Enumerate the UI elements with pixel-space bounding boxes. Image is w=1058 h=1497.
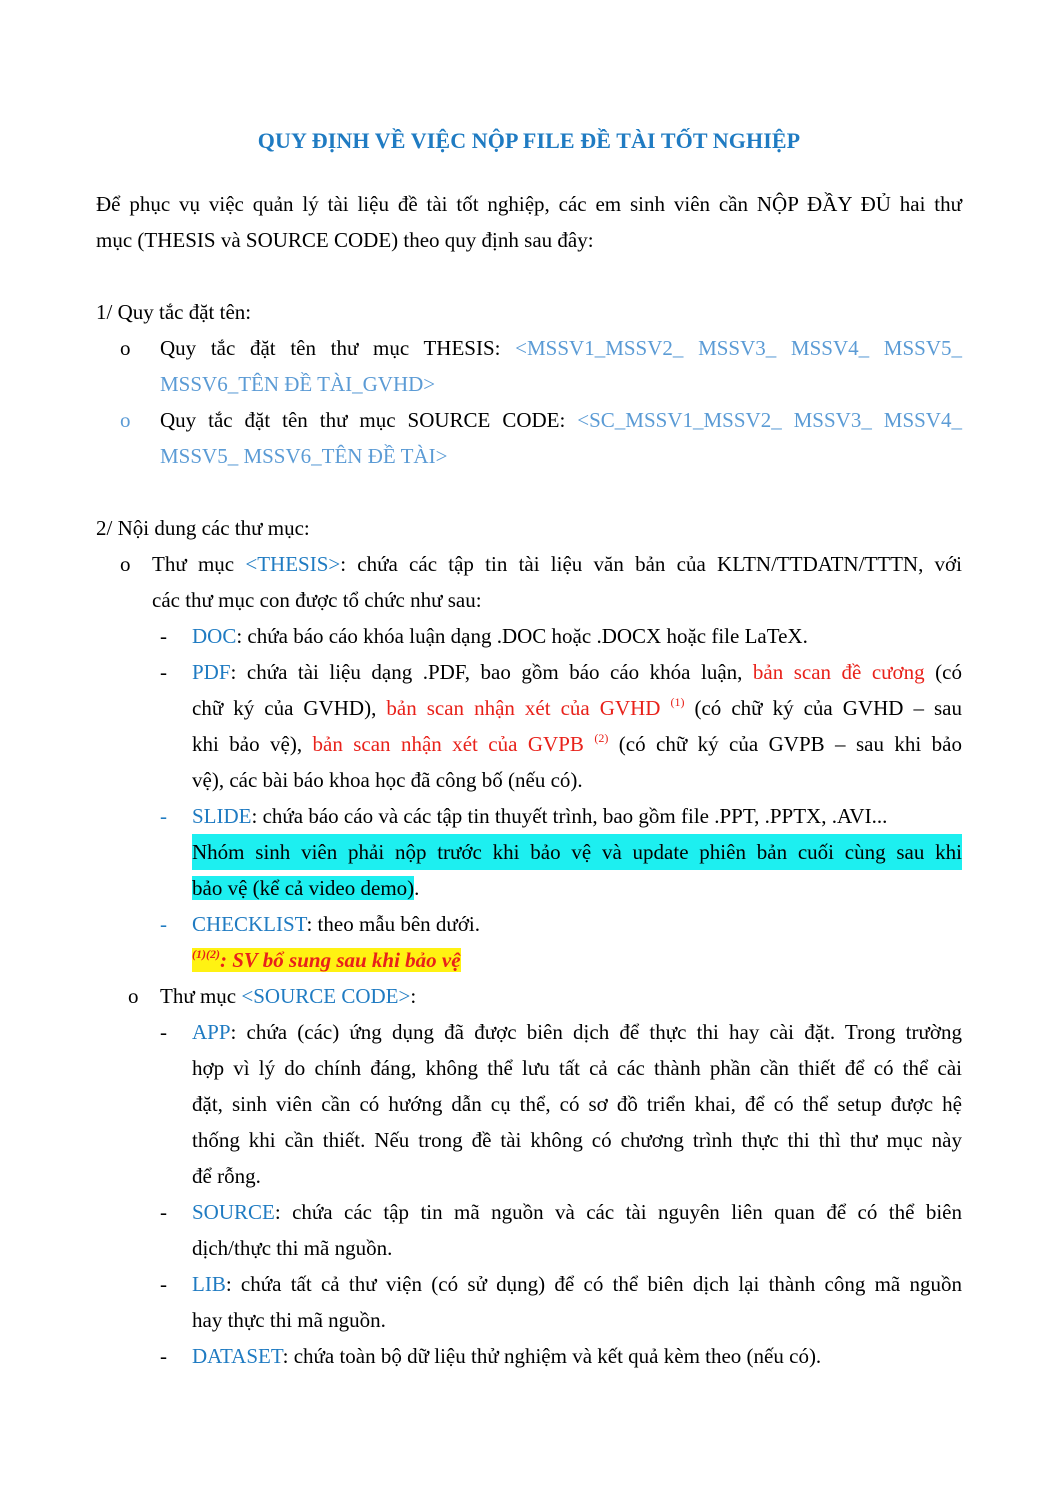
app-folder-name: APP (192, 1020, 231, 1044)
doc-item (192, 618, 808, 654)
dash-bullet-icon: - (160, 660, 167, 684)
thesis-naming-label: Quy tắc đặt tên thư mục THESIS: (160, 336, 516, 360)
dash-bullet-icon: - (160, 804, 167, 828)
bullet-circle-icon: o (120, 552, 131, 576)
intro-line-1: Để phục vụ việc quản lý tài liệu đề tài tốt nghiệp, các em sinh viên cần NỘP ĐẦY ĐỦ hai thư (96, 192, 962, 216)
slide-folder-name: SLIDE (192, 804, 252, 828)
dataset-item (192, 1338, 821, 1374)
pdf-desc-4: (có chữ ký của GVHD – sau (684, 696, 962, 720)
thesis-folder-name: <THESIS> (245, 552, 341, 576)
bullet-circle-icon: o (128, 984, 139, 1008)
pdf-item-line-2 (192, 690, 962, 726)
slide-item-line-1 (192, 798, 887, 834)
lib-folder-name: LIB (192, 1272, 226, 1296)
dash-bullet-icon: - (160, 912, 167, 936)
slide-highlight-note-cont: bảo vệ (kể cả video demo) (192, 876, 415, 900)
pdf-scan-outline: bản scan đề cương (752, 660, 925, 684)
pdf-desc-2: (có (924, 660, 962, 684)
thesis-folder-desc: : chứa các tập tin tài liệu văn bản của KLTN/TTDATN/TTTN, với (340, 552, 963, 576)
lib-item-line-1 (192, 1266, 962, 1302)
footnote-ref-1: (1) (670, 695, 685, 709)
app-item-line-5: để rỗng. (192, 1164, 261, 1188)
thesis-folder-prefix: Thư mục (152, 552, 246, 576)
footnote-highlight (192, 948, 461, 972)
footnote-note (192, 942, 461, 978)
pdf-item-line-3 (192, 726, 962, 762)
pdf-scan-gvhd: bản scan nhận xét của GVHD (386, 696, 671, 720)
footnote-ref-2: (2) (594, 731, 609, 745)
pdf-desc-1: : chứa tài liệu dạng .PDF, bao gồm báo cáo khóa luận, (230, 660, 753, 684)
source-folder-line (160, 978, 416, 1014)
slide-item-line-3 (192, 870, 419, 906)
pdf-item-line-4: vệ), các bài báo khoa học đã công bố (nếu có). (192, 768, 583, 792)
section-2-heading: 2/ Nội dung các thư mục: (96, 516, 310, 540)
pdf-desc-6: (có chữ ký của GVPB – sau khi bảo (608, 732, 962, 756)
section-1-heading: 1/ Quy tắc đặt tên: (96, 300, 252, 324)
dash-bullet-icon: - (160, 1020, 167, 1044)
pdf-desc-5: khi bảo vệ), (192, 732, 313, 756)
source-naming-rule-line-1 (160, 402, 962, 438)
lib-item-line-2: hay thực thi mã nguồn. (192, 1308, 386, 1332)
source-naming-pattern-cont: MSSV5_ MSSV6_TÊN ĐỀ TÀI> (160, 444, 448, 468)
pdf-item-line-1 (192, 654, 962, 690)
app-item-line-4: thống khi cần thiết. Nếu trong đề tài không có chương trình thực thi thì thư mục này (192, 1128, 962, 1152)
dash-bullet-icon: - (160, 1344, 167, 1368)
thesis-naming-rule-line-1 (160, 330, 962, 366)
dash-bullet-icon: - (160, 624, 167, 648)
slide-highlight-note: Nhóm sinh viên phải nộp trước khi bảo vệ và update phiên bản cuối cùng sau khi (192, 834, 962, 870)
intro-line-2: mục (THESIS và SOURCE CODE) theo quy định sau đây: (96, 228, 594, 252)
checklist-folder-name: CHECKLIST (192, 912, 307, 936)
source-naming-label: Quy tắc đặt tên thư mục SOURCE CODE: (160, 408, 578, 432)
slide-folder-desc: : chứa báo cáo và các tập tin thuyết trình, bao gồm file .PPT, .PPTX, .AVI... (251, 804, 888, 828)
slide-item-line-2 (192, 834, 962, 870)
dataset-folder-name: DATASET (192, 1344, 283, 1368)
document-title: QUY ĐỊNH VỀ VIỆC NỘP FILE ĐỀ TÀI TỐT NGHIỆP (257, 128, 801, 153)
bullet-circle-icon: o (120, 408, 131, 432)
app-item-line-2: hợp vì lý do chính đáng, không thể lưu tất cả các thành phần cần thiết để có thể cài (192, 1056, 962, 1080)
app-item-line-1 (192, 1014, 962, 1050)
bullet-circle-icon: o (120, 336, 131, 360)
dash-bullet-icon: - (160, 1200, 167, 1224)
thesis-folder-line-2: các thư mục con được tổ chức như sau: (152, 588, 482, 612)
footnote-text: : SV bổ sung sau khi bảo vệ (219, 948, 461, 972)
checklist-item (192, 906, 480, 942)
slide-highlight-end: . (414, 876, 420, 900)
doc-folder-desc: : chứa báo cáo khóa luận dạng .DOC hoặc .DOCX hoặc file LaTeX. (236, 624, 808, 648)
app-item-line-3: đặt, sinh viên cần có hướng dẫn cụ thể, có sơ đồ triển khai, để có thể setup được hệ (192, 1092, 962, 1116)
doc-folder-name: DOC (192, 624, 237, 648)
source-naming-pattern: <SC_MSSV1_MSSV2_ MSSV3_ MSSV4_ (577, 408, 962, 432)
thesis-naming-pattern-cont: MSSV6_TÊN ĐỀ TÀI_GVHD> (160, 372, 436, 396)
source-folder-suffix: : (410, 984, 417, 1008)
dash-bullet-icon: - (160, 1272, 167, 1296)
source-desc-1: : chứa các tập tin mã nguồn và các tài nguyên liên quan để có thể biên (274, 1200, 962, 1224)
source-subfolder-name: SOURCE (192, 1200, 275, 1224)
pdf-folder-name: PDF (192, 660, 231, 684)
source-folder-name: <SOURCE CODE> (241, 984, 411, 1008)
dataset-folder-desc: : chứa toàn bộ dữ liệu thử nghiệm và kết quả kèm theo (nếu có). (282, 1344, 822, 1368)
lib-desc-1: : chứa tất cả thư viện (có sử dụng) để có thể biên dịch lại thành công mã nguồn (225, 1272, 962, 1296)
thesis-folder-line-1 (152, 546, 962, 582)
source-folder-prefix: Thư mục (160, 984, 242, 1008)
source-item-line-1 (192, 1194, 962, 1230)
footnote-marker: (1)(2) (192, 947, 220, 961)
checklist-folder-desc: : theo mẫu bên dưới. (306, 912, 481, 936)
thesis-naming-pattern: <MSSV1_MSSV2_ MSSV3_ MSSV4_ MSSV5_ (515, 336, 962, 360)
app-desc-1: : chứa (các) ứng dụng đã được biên dịch để thực thi hay cài đặt. Trong trường (230, 1020, 962, 1044)
pdf-desc-3: chữ ký của GVHD), (192, 696, 387, 720)
source-item-line-2: dịch/thực thi mã nguồn. (192, 1236, 393, 1260)
pdf-scan-gvpb: bản scan nhận xét của GVPB (312, 732, 595, 756)
